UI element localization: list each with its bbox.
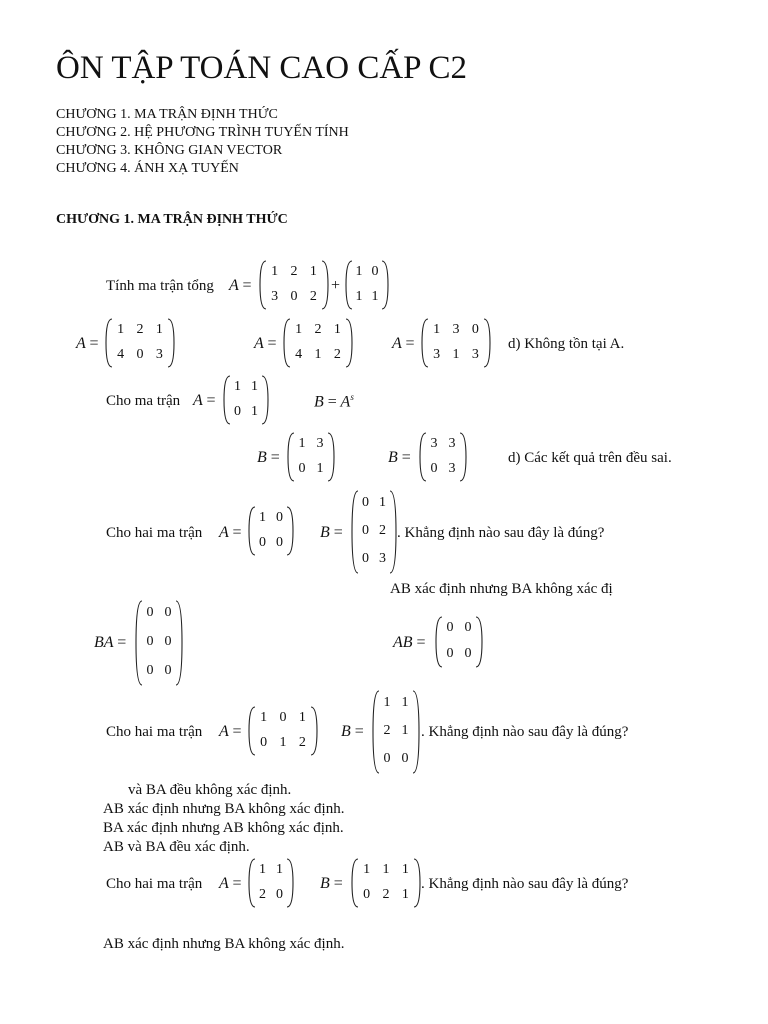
matrix-cell: 0 (234, 403, 241, 419)
matrix-cell: 0 (276, 534, 283, 550)
q3-matrix-a (249, 506, 293, 556)
matrix-cell: 1 (260, 709, 268, 725)
matrix-cell: 1 (251, 378, 258, 394)
toc-item-4: CHƯƠNG 4. ÁNH XẠ TUYẾN (56, 161, 239, 176)
q1-opt-c-var: A = (392, 335, 415, 352)
plus-sign: + (331, 277, 341, 294)
q2-prompt: Cho ma trận (106, 393, 181, 409)
q3-question: . Khẳng định nào sau đây là đúng? (397, 525, 605, 541)
right-paren (176, 601, 182, 685)
matrix-cell: 0 (464, 620, 472, 635)
matrix-cell: 0 (446, 620, 454, 635)
right-paren (328, 433, 334, 481)
matrix-cell: 1 (259, 509, 266, 525)
q1-var: A = (229, 277, 252, 294)
q2-matrix (224, 375, 268, 425)
matrix-cell: 1 (271, 263, 279, 279)
q3-ba-matrix (136, 600, 182, 686)
q2-option-a-matrix (288, 432, 334, 482)
matrix-cell: 1 (433, 321, 441, 337)
q3-var-b: B = (320, 524, 343, 541)
left-paren (352, 859, 358, 907)
q5-matrix-a (249, 858, 293, 908)
right-paren (311, 707, 317, 755)
matrix-cell: 0 (401, 751, 409, 766)
matrix-cell: 1 (295, 321, 303, 337)
matrix-cell: 1 (355, 263, 363, 279)
matrix-cell: 1 (401, 886, 409, 902)
matrix-cell: 0 (363, 886, 371, 902)
q2-def: $B = A^s$ (314, 392, 354, 411)
left-paren (422, 319, 428, 367)
q5-prompt: Cho hai ma trận (106, 876, 203, 892)
q5-var-b: B = (320, 875, 343, 892)
matrix-cell: 1 (316, 460, 324, 476)
q1-option-d: d) Không tồn tại A. (508, 336, 625, 352)
matrix-cell: 1 (309, 263, 317, 279)
q4-option-a: và BA đều không xác định. (128, 782, 292, 798)
q4-var-a: A = (219, 723, 242, 740)
matrix-cell: 3 (430, 435, 438, 451)
matrix-cell: 3 (433, 346, 441, 362)
matrix-cell: 0 (164, 634, 172, 649)
q3-ba-var: BA = (94, 634, 127, 651)
left-paren (249, 707, 255, 755)
matrix-cell: 0 (164, 605, 172, 621)
matrix-cell: 1 (401, 723, 409, 738)
q5-option: AB xác định nhưng BA không xác định. (103, 936, 345, 952)
right-paren (484, 319, 490, 367)
matrix-cell: 0 (362, 495, 369, 510)
matrix-cell: 0 (146, 634, 154, 649)
matrix-cell: 2 (290, 263, 298, 279)
matrix-cell: 1 (251, 403, 258, 419)
matrix-cell: 0 (276, 886, 283, 902)
q5-matrix-b (352, 858, 420, 908)
right-paren (262, 376, 268, 424)
q5-question: . Khẳng định nào sau đây là đúng? (421, 876, 629, 892)
toc-item-2: CHƯƠNG 2. HỆ PHƯƠNG TRÌNH TUYẾN TÍNH (56, 125, 349, 140)
matrix-cell: 2 (259, 886, 266, 902)
matrix-cell: 0 (464, 646, 472, 661)
matrix-cell: 3 (316, 435, 324, 451)
matrix-cell: 0 (276, 509, 283, 525)
matrix-cell: 3 (379, 551, 386, 566)
matrix-cell: 1 (276, 861, 283, 877)
matrix-cell: 1 (401, 695, 409, 710)
q1-option-c-matrix (422, 318, 490, 368)
right-paren (346, 319, 352, 367)
right-paren (322, 261, 328, 309)
q3-prompt: Cho hai ma trận (106, 525, 203, 541)
q4-option-c: BA xác định nhưng AB không xác định. (103, 820, 344, 836)
q1-matrix-2 (346, 260, 388, 310)
matrix-cell: 2 (382, 886, 390, 902)
matrix-cell: 2 (383, 723, 391, 738)
matrix-cell: 1 (383, 695, 391, 710)
right-paren (460, 433, 466, 481)
q3-ab-matrix (436, 616, 482, 668)
matrix-cell: 4 (117, 346, 125, 362)
matrix-cell: 0 (279, 709, 287, 725)
matrix-cell: 3 (448, 435, 456, 451)
matrix-cell: 0 (146, 662, 154, 678)
right-paren (168, 319, 174, 367)
matrix-cell: 0 (446, 646, 454, 661)
matrix-cell: 0 (260, 734, 268, 750)
q1-prompt: Tính ma trận tổng (106, 278, 214, 294)
matrix-cell: 1 (401, 861, 409, 877)
q1-option-a-matrix (106, 318, 174, 368)
matrix-cell: 1 (298, 709, 306, 725)
q2-opt-b-var: B = (388, 449, 411, 466)
q1-matrix-1 (260, 260, 328, 310)
right-paren (414, 859, 420, 907)
q4-option-b: AB xác định nhưng BA không xác định. (103, 801, 345, 817)
toc-item-1: CHƯƠNG 1. MA TRẬN ĐỊNH THỨC (56, 107, 278, 122)
left-paren (284, 319, 290, 367)
matrix-cell: 4 (295, 346, 303, 362)
q2-option-d: d) Các kết quả trên đều sai. (508, 450, 672, 466)
matrix-cell: 2 (314, 321, 322, 337)
matrix-cell: 0 (383, 751, 391, 766)
matrix-cell: 1 (363, 861, 371, 877)
matrix-cell: 1 (382, 861, 390, 877)
matrix-cell: 1 (371, 288, 379, 304)
q2-var-a: A = (193, 392, 216, 409)
matrix-cell: 0 (259, 534, 266, 550)
right-paren (413, 691, 419, 773)
q4-matrix-a (249, 706, 317, 756)
matrix-cell: 0 (136, 346, 144, 362)
q1-opt-b-var: A = (254, 335, 277, 352)
right-paren (287, 859, 293, 907)
matrix-cell: 1 (452, 346, 460, 362)
q5-var-a: A = (219, 875, 242, 892)
matrix-cell: 1 (298, 435, 306, 451)
matrix-cell: 0 (362, 551, 369, 566)
matrix-cell: 1 (279, 734, 287, 750)
matrix-cell: 1 (155, 321, 163, 337)
q1-opt-a-var: A = (76, 335, 99, 352)
q3-option-text: AB xác định nhưng BA không xác đị (390, 581, 613, 597)
matrix-cell: 3 (271, 288, 279, 304)
matrix-cell: 1 (117, 321, 125, 337)
right-paren (476, 617, 482, 667)
matrix-cell: 0 (471, 321, 479, 337)
matrix-cell: 0 (146, 605, 154, 621)
matrix-cell: 1 (355, 288, 363, 304)
matrix-cell: 1 (333, 321, 341, 337)
q2-opt-a-var: B = (257, 449, 280, 466)
q4-option-d: AB và BA đều xác định. (103, 839, 250, 855)
matrix-cell: 0 (290, 288, 298, 304)
q3-matrix-b (352, 490, 396, 574)
right-paren (287, 507, 293, 555)
q4-var-b: B = (341, 723, 364, 740)
matrix-cell: 0 (371, 263, 379, 279)
matrix-cell: 3 (452, 321, 460, 337)
chapter-heading: CHƯƠNG 1. MA TRẬN ĐỊNH THỨC (56, 212, 288, 227)
matrix-cell: 0 (164, 662, 172, 678)
q2-option-b-matrix (420, 432, 466, 482)
matrix-cell: 1 (259, 861, 266, 877)
matrix-cell: 3 (155, 346, 163, 362)
q4-matrix-b (373, 690, 419, 774)
matrix-cell: 2 (333, 346, 341, 362)
matrix-cell: 2 (298, 734, 306, 750)
matrix-cell: 0 (362, 523, 369, 538)
page-title: ÔN TẬP TOÁN CAO CẤP C2 (56, 50, 468, 86)
matrix-cell: 1 (234, 378, 241, 394)
right-paren (390, 491, 396, 573)
matrix-cell: 0 (298, 460, 306, 476)
q3-var-a: A = (219, 524, 242, 541)
matrix-cell: 2 (136, 321, 144, 337)
matrix-cell: 3 (448, 460, 456, 476)
matrix-cell: 3 (471, 346, 479, 362)
q3-ab-var: AB = (393, 634, 426, 651)
matrix-cell: 0 (430, 460, 438, 476)
q4-question: . Khẳng định nào sau đây là đúng? (421, 724, 629, 740)
q4-prompt: Cho hai ma trận (106, 724, 203, 740)
left-paren (260, 261, 266, 309)
matrix-cell: 2 (379, 523, 386, 538)
matrix-cell: 1 (314, 346, 322, 362)
q1-option-b-matrix (284, 318, 352, 368)
toc-item-3: CHƯƠNG 3. KHÔNG GIAN VECTOR (56, 143, 283, 158)
matrix-cell: 1 (379, 495, 386, 510)
left-paren (106, 319, 112, 367)
matrix-cell: 2 (309, 288, 317, 304)
